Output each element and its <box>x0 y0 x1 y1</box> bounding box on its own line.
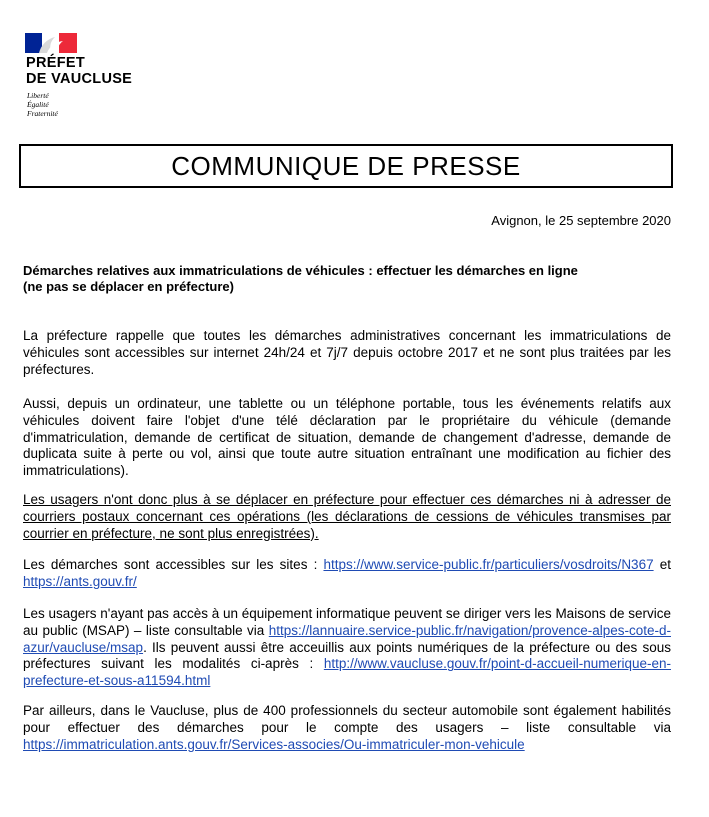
paragraph-professionals <box>23 703 671 753</box>
digital-access-point-link[interactable]: http://www.vaucluse.gouv.fr/point-d-accueil-numerique-en-prefecture-et-sous-a11594.html <box>23 656 671 689</box>
press-release-title: COMMUNIQUE DE PRESSE <box>171 150 521 181</box>
paragraph-online-declaration: Aussi, depuis un ordinateur, une tablette ou un téléphone portable, tous les événements relatifs aux véhicules doivent faire l'objet d'une télé déclaration par le propriétaire du véhicule (demande d'immatriculation, demande de certificat de situation, demande de changement d'adresse, demande de duplicata suite à perte ou vol, ainsi que toute autre situation entraînant une modification au fichier des immatriculations). <box>23 396 671 479</box>
paragraph-websites <box>23 557 671 591</box>
ants-professionals-link[interactable]: https://immatriculation.ants.gouv.fr/Services-associes/Ou-immatriculer-mon-vehicule <box>23 736 525 752</box>
motto-liberte: Liberté <box>27 91 49 100</box>
subject-line1: Démarches relatives aux immatriculations de véhicules : effectuer les démarches en ligne <box>23 263 578 278</box>
ants-link[interactable]: https://ants.gouv.fr/ <box>23 573 137 589</box>
msap-mid-text: . Ils peuvent aussi être acceuillis aux points numériques de la préfecture ou des sous préfectures suivant les modalités ci-après : <box>23 639 671 672</box>
paragraph-intro: La préfecture rappelle que toutes les démarches administratives concernant les immatriculations de véhicules sont accessibles sur internet 24h/24 et 7j/7 depuis octobre 2017 et ne sont plus traitées par les préfectures. <box>23 328 671 377</box>
press-release-title-box <box>19 144 673 188</box>
websites-text: Les démarches sont accessibles sur les sites : <box>23 557 324 572</box>
motto-egalite: Égalité <box>27 100 49 109</box>
logo-title-line1: PRÉFET <box>26 55 85 71</box>
republic-motto <box>27 91 58 118</box>
logo-title <box>26 55 132 87</box>
paragraph-no-travel-notice: Les usagers n'ont donc plus à se déplacer en préfecture pour effectuer ces démarches ni à adresser de courriers postaux concernant ces opérations (les déclarations de cessions de véhicules transmises par courrier en préfecture, ne sont plus enregistrées). <box>23 492 671 541</box>
motto-fraternite: Fraternité <box>27 109 58 118</box>
professionals-text: Par ailleurs, dans le Vaucluse, plus de 400 professionnels du secteur automobile sont également habilités pour effectuer des démarches pour le compte des usagers – liste consultable via <box>23 703 671 735</box>
dateline: Avignon, le 25 septembre 2020 <box>491 213 671 228</box>
logo-title-line2: DE VAUCLUSE <box>26 71 133 87</box>
paragraph-msap <box>23 606 671 690</box>
msap-text: Les usagers n'ayant pas accès à un équipement informatique peuvent se diriger vers les Maisons de service au public (MSAP) – liste consultable via <box>23 606 671 638</box>
websites-and-text: et <box>653 557 671 572</box>
subject-heading <box>23 263 673 295</box>
marianne-flag-icon <box>25 33 77 53</box>
service-public-link[interactable]: https://www.service-public.fr/particuliers/vosdroits/N367 <box>323 557 654 572</box>
subject-line2: (ne pas se déplacer en préfecture) <box>23 279 234 294</box>
msap-directory-link[interactable]: https://lannuaire.service-public.fr/navigation/provence-alpes-cote-d-azur/vaucluse/msap <box>23 622 671 655</box>
